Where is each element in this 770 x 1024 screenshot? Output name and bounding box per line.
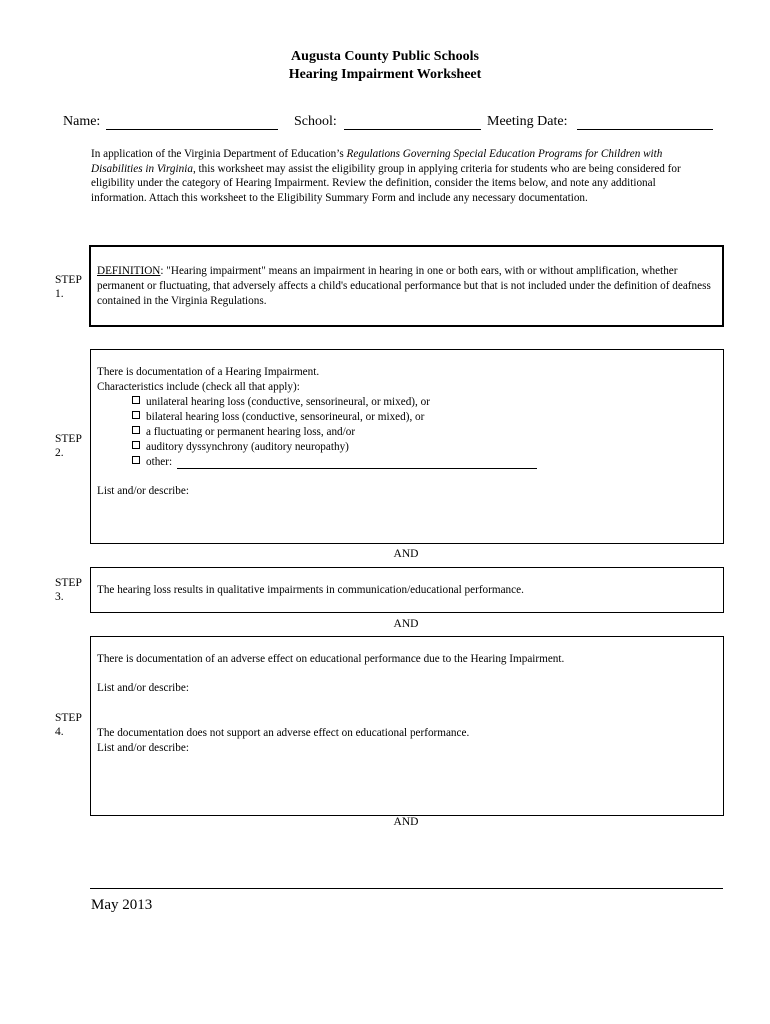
intro-text-end: , this worksheet may assist the eligibility group in applying criteria for students who are being considered for eligibility under the category of Hearing Impairment. Review the definition, consider the items below, and note any additional information. Attach this worksheet to the Eligibility Summary Form and include any necessary documentation. [91,162,681,204]
no-adverse-effect-statement: The documentation does not support an adverse effect on educational performance. [97,727,470,739]
step-1-box [89,245,724,327]
step-number: 1. [55,288,64,300]
step-3-label [55,576,82,604]
meeting-date-field[interactable] [577,129,713,130]
step-number: 3. [55,591,64,603]
footer-rule [90,888,723,889]
footer-date: May 2013 [91,897,153,913]
checkbox[interactable] [132,441,140,449]
step-word: STEP [55,577,82,589]
meeting-date-label: Meeting Date: [487,114,568,129]
step-4-box [90,636,724,816]
regulations-title: Regulations Governing Special Education Programs for Children with Disabilities in Virginia [91,148,663,175]
and-connector-1: AND [393,548,419,560]
option-text: bilateral hearing loss (conductive, sensorineural, or mixed), or [146,411,425,423]
describe-label-1: List and/or describe: [97,682,189,694]
qualitative-impairment-statement: The hearing loss results in qualitative impairments in communication/educational performance. [97,584,524,596]
adverse-effect-statement: There is documentation of an adverse effect on educational performance due to the Hearing Impairment. [97,653,565,665]
option-text: auditory dyssynchrony (auditory neuropathy) [146,441,349,453]
step-2-box [90,349,724,544]
definition-label: DEFINITION [97,265,161,277]
and-connector-2: AND [393,618,419,630]
step-word: STEP [55,712,82,724]
worksheet-title: Hearing Impairment Worksheet [288,67,482,82]
district-title: Augusta County Public Schools [291,49,479,64]
school-field[interactable] [344,129,481,130]
step-2-label [55,432,82,460]
and-connector-3: AND [393,816,419,828]
option-text: unilateral hearing loss (conductive, sensorineural, or mixed), or [146,396,430,408]
step-word: STEP [55,274,82,286]
option-bilateral[interactable] [132,410,424,425]
name-label: Name: [63,114,101,129]
name-field[interactable] [106,129,278,130]
step-number: 2. [55,447,64,459]
documentation-statement: There is documentation of a Hearing Impairment. [97,366,320,378]
step-word: STEP [55,433,82,445]
checkbox[interactable] [132,396,140,404]
step-1-label [55,273,82,301]
describe-label: List and/or describe: [97,485,189,497]
option-text: other: [146,456,173,468]
option-fluctuating[interactable] [132,425,355,440]
option-auditory-dyssynchrony[interactable] [132,440,349,455]
other-field[interactable] [177,468,537,469]
step-3-box [90,567,724,613]
definition-text: : "Hearing impairment" means an impairment in hearing in one or both ears, with or without amplification, whether permanent or fluctuating, that adversely affects a child's educational performance but that is not included under the definition of deafness contained in the Virginia Regulations. [97,265,711,307]
school-label: School: [294,114,337,129]
characteristics-heading: Characteristics include (check all that apply): [97,381,300,393]
option-unilateral[interactable] [132,395,430,410]
describe-label-2: List and/or describe: [97,742,189,754]
option-text: a fluctuating or permanent hearing loss, and/or [146,426,356,438]
checkbox[interactable] [132,411,140,419]
step-number: 4. [55,726,64,738]
checkbox[interactable] [132,456,140,464]
step-4-label [55,711,82,739]
definition [97,264,712,309]
option-other[interactable] [132,455,172,470]
checkbox[interactable] [132,426,140,434]
intro-paragraph [91,147,691,205]
intro-text-start: In application of the Virginia Department of Education’s [91,148,347,160]
